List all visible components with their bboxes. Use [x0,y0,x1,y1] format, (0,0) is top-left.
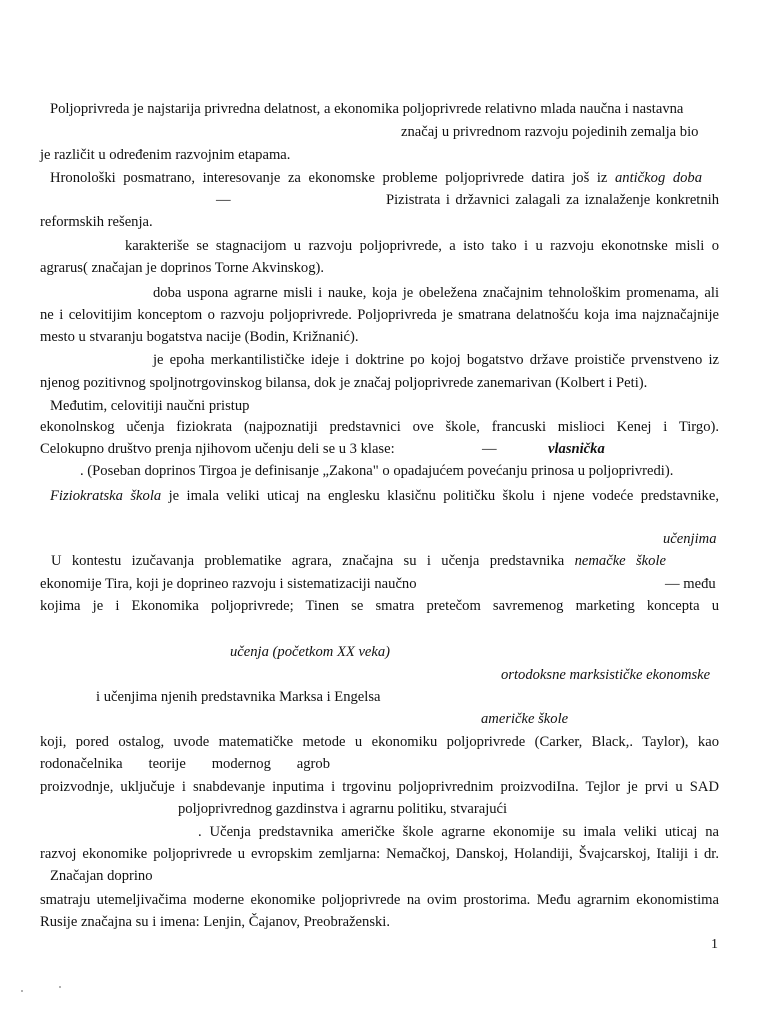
paragraph-line [40,419,719,436]
text-span: Hronološki posmatrano, interesovanje za ekonomske probleme poljoprivrede datira još iz [50,170,608,186]
text-span: poljoprivrednog gazdinstva i agrarnu politiku, stvarajući [178,801,508,817]
paragraph-line [40,147,290,164]
text-span: je različit u određenim razvojnim etapama. [40,147,291,163]
text-span: U kontestu izučavanja problematike agrara, značajna su i učenja predstavnika [51,553,565,569]
text-span: i učenjima njenih predstavnika Marksa i Engelsa [96,689,381,705]
paragraph-line [501,667,710,684]
text-span: reformskih rešenja. [40,214,153,230]
paragraph-line [40,441,395,458]
paragraph-line [40,598,719,615]
paragraph-line [665,576,716,593]
text-span: je imala veliki uticaj na englesku klasičnu političku školu i njene vodeće predstavnike, [168,488,719,504]
paragraph-line [40,846,719,863]
text-span: njenog pozitivnog spoljnotrgovinskog bilansa, dok je značaj poljoprivrede zanemarivan (Kolbert i Peti). [40,375,648,391]
paragraph-line [198,824,719,841]
paragraph-line [40,307,719,324]
text-span: karakteriše se stagnacijom u razvoju poljoprivrede, a isto tako i u razvoju ekonotnske misli o [125,238,719,254]
paragraph-line [50,101,719,118]
dash [482,441,497,458]
text-span: ekonolnskog učenja fiziokrata (najpoznatiji predstavnici ove škole, francuski mislioci Kenej i Tirgo). [40,419,719,435]
text-span: ne i celovitijim konceptom o razvoju poljoprivrede. Poljoprivreda je smatrana delatnošću koja ima najznačajnije [40,307,719,323]
paragraph-line [40,329,359,346]
text-span: razvoj ekonomike poljoprivrede u evropskim zemljarna: Nemačkoj, Danskoj, Holandiji, Švajcarskoj, Italiji i dr. [40,846,719,862]
paragraph-line [153,352,719,369]
dash [216,192,231,209]
paragraph-line [481,711,568,728]
italic-term: američke škole [481,711,569,727]
text-span: doba uspona agrarne misli i nauke, koja je obeležena značajnim tehnološkim promenama, ali [153,285,719,301]
paragraph-line [178,801,507,818]
paragraph-line [230,644,390,661]
text-span: proizvodnje, uključuje i snabdevanje inputima i trgovinu poljoprivrednim proizvodiIna. Tejlor je prvi u SAD [40,779,719,795]
text-span: značaj u privrednom razvoju pojedinih zemalja bio [401,124,699,140]
text-span: Celokupno društvo prenja njihovom učenju deli se u 3 klase: [40,441,395,457]
italic-term: Fiziokratska škola [50,488,162,504]
italic-term: ortodoksne marksističke ekonomske [501,667,711,683]
paragraph-line [40,914,390,931]
italic-term: nemačke škole [574,553,666,569]
paragraph-line [40,375,647,392]
text-span: mesto u stvaranju bogatstva nacije (Bodin, Križnanić). [40,329,359,345]
paragraph-line [548,441,605,458]
text-span: kojima je i Ekonomika poljoprivrede; Tinen se smatra pretečom savremenog marketing koncepta u [40,598,719,614]
paragraph-line [401,124,698,141]
paragraph-line [40,576,417,593]
italic-term: učenja (početkom XX veka) [230,644,391,660]
text-span: Međutim, celovitiji naučni pristup [50,398,250,414]
paragraph-line [50,170,702,187]
text-span: . (Poseban doprinos Tirgoa je definisanje „Zakona" o opadajućem povećanju prinosa u poljoprivredi). [80,463,674,479]
text-span: Pizistrata i državnici zalagali za iznalaženje konkretnih [386,192,719,208]
text-span: ekonomije Tira, koji je doprineo razvoju i sistematizaciji naučno [40,576,417,592]
paragraph-line [40,892,719,909]
bold-italic-term: vlasnička [548,441,605,457]
text-span: Značajan doprino [50,868,153,884]
scan-speck [59,986,61,988]
text-span: . Učenja predstavnika američke škole agrarne ekonomije su imala veliki uticaj na [198,824,719,840]
paragraph-line [40,734,719,751]
paragraph-line [51,553,666,570]
page-number: 1 [711,937,718,952]
paragraph-line [40,214,153,231]
text-span: smatraju utemeljivačima moderne ekonomike poljoprivrede na ovim prostorima. Među agrarnim ekonomistima [40,892,719,908]
paragraph-line [40,756,330,773]
text-span: Rusije značajna su i imena: Lenjin, Čajanov, Preobraženski. [40,914,391,930]
paragraph-line [40,779,719,796]
text-span: je epoha merkantilističke ideje i doktrine po kojoj bogatstvo države proističe prvenstveno iz [153,352,719,368]
paragraph-line [153,285,719,302]
paragraph-line [663,531,717,548]
text-span: koji, pored ostalog, uvode matematičke metode u ekonomiku poljoprivrede (Carker, Black,. Taylor), kao [40,734,719,750]
italic-term: antičkog doba [614,170,703,186]
paragraph-line [80,463,673,480]
text-span: Poljoprivreda je najstarija privredna delatnost, a ekonomika poljoprivrede relativno mlada naučna i nastavna [50,101,684,117]
text-span: — [482,441,497,457]
paragraph-line [386,192,719,209]
paragraph-line [96,689,381,706]
text-span: rodonačelnika teorije modernog agrob [40,756,330,772]
paragraph-line [125,238,719,255]
scan-speck [21,990,23,992]
paragraph-line [40,260,324,277]
paragraph-line [50,488,719,505]
italic-term: učenjima [663,531,717,547]
paragraph-line [50,868,153,885]
paragraph-line [50,398,249,415]
text-span: agrarus( značajan je doprinos Torne Akvinskog). [40,260,325,276]
text-span: — [216,192,231,208]
text-span: — među [665,576,716,592]
